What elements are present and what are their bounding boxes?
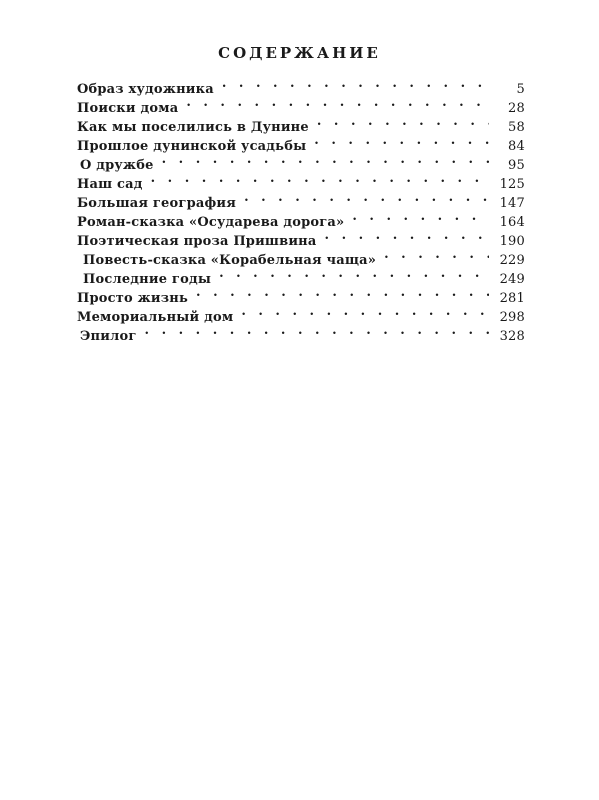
toc-page-number: 95 (508, 158, 525, 173)
toc-entry-title: О дружбе (80, 158, 154, 173)
toc-page-number: 58 (508, 120, 525, 135)
dot-leader (241, 302, 489, 321)
dot-leader (384, 245, 489, 264)
toc-entry-title: Как мы поселились в Дунине (77, 120, 309, 135)
toc-entry-title: Эпилог (80, 329, 137, 344)
toc-page-number: 328 (499, 329, 525, 344)
toc-entry-title: Наш сад (77, 177, 143, 192)
toc-heading: СОДЕРЖАНИЕ (218, 44, 381, 62)
dot-leader (314, 131, 489, 150)
toc-page-number: 281 (499, 291, 525, 306)
toc-page-number: 229 (499, 253, 525, 268)
toc-entry-title: Поэтическая проза Пришвина (77, 234, 317, 249)
toc-entry-title: Роман-сказка «Осударева дорога» (77, 215, 345, 230)
toc-list (77, 74, 525, 344)
toc-page-number: 190 (499, 234, 525, 249)
toc-entry (77, 188, 525, 211)
dot-leader (219, 264, 489, 283)
toc-entry-title: Просто жизнь (77, 291, 189, 306)
toc-page-number: 125 (499, 177, 525, 192)
toc-page-number: 249 (499, 272, 525, 287)
toc-page-number: 28 (508, 101, 525, 116)
toc-page-number: 147 (499, 196, 525, 211)
dot-leader (222, 74, 489, 93)
toc-page-number: 298 (499, 310, 525, 325)
dot-leader (317, 112, 489, 131)
dot-leader (151, 169, 489, 188)
dot-leader (186, 93, 489, 112)
toc-entry (77, 321, 525, 344)
toc-page-number: 84 (508, 139, 525, 154)
dot-leader (162, 150, 489, 169)
dot-leader (145, 321, 489, 340)
dot-leader (196, 283, 489, 302)
toc-entry-title: Прошлое дунинской усадьбы (77, 139, 307, 154)
dot-leader (325, 226, 489, 245)
toc-entry-title: Большая география (77, 196, 237, 211)
toc-entry-title: Последние годы (83, 272, 212, 287)
toc-entry-title: Поиски дома (77, 101, 179, 116)
dot-leader (352, 207, 489, 226)
toc-page-number: 5 (516, 82, 525, 97)
dot-leader (244, 188, 489, 207)
toc-entry-title: Образ художника (77, 82, 214, 97)
toc-entry-title: Повесть-сказка «Корабельная чаща» (83, 253, 377, 268)
toc-page-number: 164 (499, 215, 525, 230)
toc-entry (77, 74, 525, 97)
toc-entry-title: Мемориальный дом (77, 310, 234, 325)
